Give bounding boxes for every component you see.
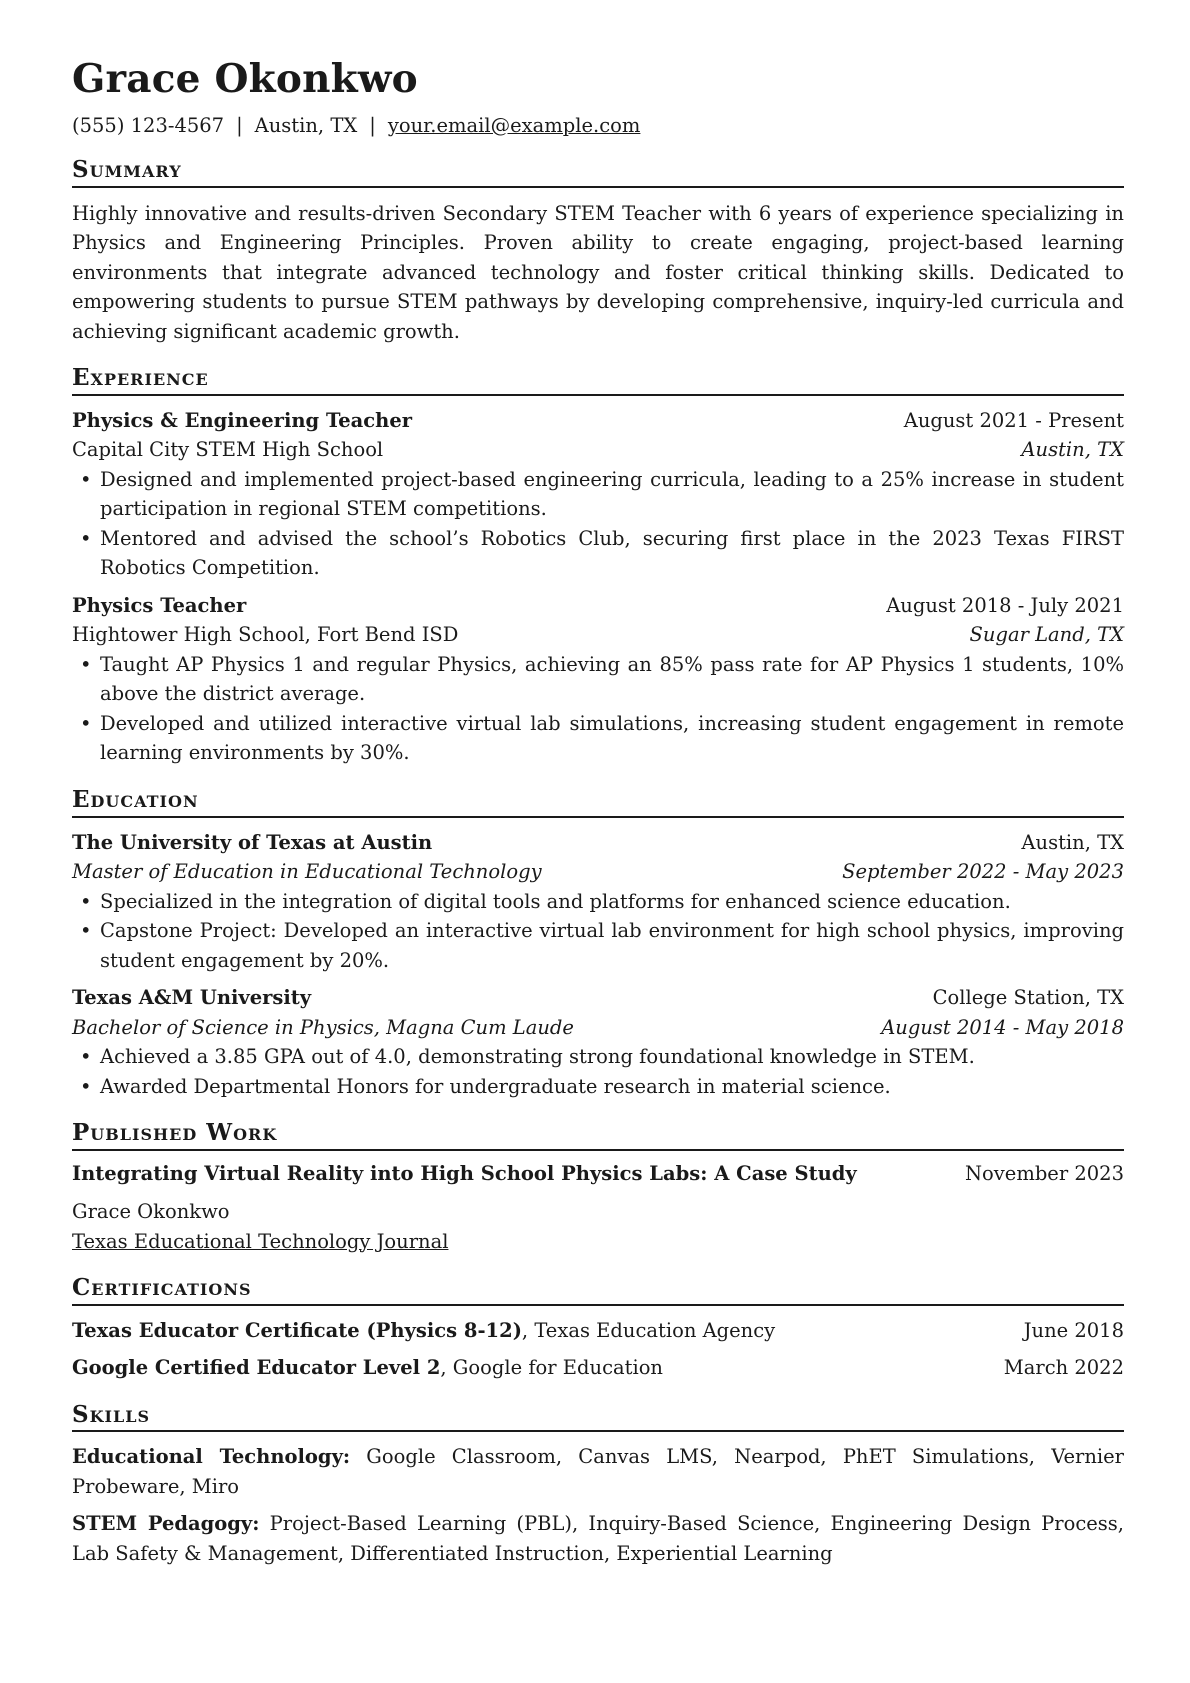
certification-date: June 2018 bbox=[1023, 1318, 1124, 1342]
separator: | bbox=[369, 113, 376, 137]
job-org: Capital City STEM High School bbox=[72, 438, 384, 462]
publication-author: Grace Okonkwo bbox=[72, 1200, 230, 1224]
certification-entry bbox=[72, 1353, 1124, 1383]
skill-label: STEM Pedagogy: bbox=[72, 1512, 260, 1536]
job-dates: August 2021 - Present bbox=[903, 408, 1124, 432]
certification-issuer: , Texas Education Agency bbox=[521, 1318, 776, 1342]
section-title: Experience bbox=[72, 364, 1124, 396]
summary-section bbox=[72, 156, 1124, 346]
phone: (555) 123-4567 bbox=[72, 113, 225, 137]
location: Austin, TX bbox=[254, 113, 358, 137]
skill-list: Project-Based Learning (PBL), Inquiry-Based Science, Engineering Design Process, Lab Safety & Management, Differentiated Instruction, Experiential Learning bbox=[72, 1512, 1124, 1565]
skill-list: Google Classroom, Canvas LMS, Nearpod, PhET Simulations, Vernier Probeware, Miro bbox=[72, 1445, 1125, 1498]
skill-entry bbox=[72, 1442, 1124, 1501]
certification-entry bbox=[72, 1316, 1124, 1346]
section-title: Education bbox=[72, 786, 1124, 818]
job-org: Hightower High School, Fort Bend ISD bbox=[72, 623, 459, 647]
education-bullet: • Achieved a 3.85 GPA out of 4.0, demonstrating strong foundational knowledge in STEM. bbox=[72, 1042, 1124, 1072]
education-dates: September 2022 - May 2023 bbox=[842, 860, 1124, 884]
contact-line bbox=[72, 113, 1124, 138]
education-entry bbox=[72, 828, 1124, 976]
job-bullet: • Designed and implemented project-based engineering curricula, leading to a 25% increase in student participation in regional STEM competitions. bbox=[72, 465, 1124, 524]
certification-name: Google Certified Educator Level 2 bbox=[72, 1356, 441, 1380]
education-section bbox=[72, 786, 1124, 1101]
summary-text: Highly innovative and results-driven Secondary STEM Teacher with 6 years of experience specializing in Physics and Engineering Principles. Proven ability to create engaging, project-based learning environments that integrate advanced technology and foster critical thinking skills. Dedicated to empowering students to pursue STEM pathways by developing comprehensive, inquiry-led curricula and achieving significant academic growth. bbox=[72, 201, 1124, 343]
education-entry bbox=[72, 983, 1124, 1101]
section-title: Skills bbox=[72, 1401, 1124, 1433]
job-bullet: • Mentored and advised the school’s Robotics Club, securing first place in the 2023 Texas FIRST Robotics Competition. bbox=[72, 524, 1124, 583]
school-name: Texas A&M University bbox=[72, 986, 312, 1010]
education-bullet: • Awarded Departmental Honors for undergraduate research in material science. bbox=[72, 1072, 1124, 1102]
section-title: Published Work bbox=[72, 1119, 1124, 1151]
degree: Bachelor of Science in Physics, Magna Cum Laude bbox=[72, 1015, 574, 1039]
job-dates: August 2018 - July 2021 bbox=[886, 593, 1124, 617]
job-location: Sugar Land, TX bbox=[969, 623, 1124, 647]
skill-entry bbox=[72, 1509, 1124, 1568]
degree: Master of Education in Educational Technology bbox=[72, 860, 542, 884]
publication-journal-link[interactable]: Texas Educational Technology Journal bbox=[72, 1229, 449, 1253]
published-work-section bbox=[72, 1119, 1124, 1256]
certification-issuer: , Google for Education bbox=[440, 1356, 663, 1380]
publication-entry bbox=[72, 1159, 1124, 1257]
education-bullet: • Capstone Project: Developed an interactive virtual lab environment for high school physics, improving student engagement by 20%. bbox=[72, 916, 1124, 975]
certifications-section bbox=[72, 1274, 1124, 1383]
job-bullet: • Taught AP Physics 1 and regular Physics, achieving an 85% pass rate for AP Physics 1 students, 10% above the district average. bbox=[72, 650, 1124, 709]
job-entry bbox=[72, 591, 1124, 768]
email-link[interactable]: your.email@example.com bbox=[387, 113, 641, 137]
education-dates: August 2014 - May 2018 bbox=[881, 1015, 1124, 1039]
education-bullet: • Specialized in the integration of digital tools and platforms for enhanced science education. bbox=[72, 887, 1124, 917]
certification-name: Texas Educator Certificate (Physics 8-12) bbox=[72, 1318, 522, 1342]
resume-page bbox=[72, 58, 1124, 1568]
section-title: Certifications bbox=[72, 1274, 1124, 1306]
school-name: The University of Texas at Austin bbox=[72, 830, 433, 854]
school-location: College Station, TX bbox=[932, 986, 1124, 1010]
separator: | bbox=[236, 113, 243, 137]
job-bullet: • Developed and utilized interactive virtual lab simulations, increasing student engagement in remote learning environments by 30%. bbox=[72, 709, 1124, 768]
publication-date: November 2023 bbox=[964, 1161, 1124, 1185]
job-location: Austin, TX bbox=[1021, 438, 1124, 462]
publication-title: Integrating Virtual Reality into High School Physics Labs: A Case Study bbox=[72, 1161, 857, 1185]
job-entry bbox=[72, 406, 1124, 583]
candidate-name: Grace Okonkwo bbox=[72, 56, 418, 102]
experience-section bbox=[72, 364, 1124, 768]
skill-label: Educational Technology: bbox=[72, 1445, 351, 1469]
school-location: Austin, TX bbox=[1021, 830, 1124, 854]
job-role: Physics Teacher bbox=[72, 593, 247, 617]
job-role: Physics & Engineering Teacher bbox=[72, 408, 412, 432]
certification-date: March 2022 bbox=[1003, 1356, 1124, 1380]
skills-section bbox=[72, 1401, 1124, 1569]
section-title: Summary bbox=[72, 156, 1124, 188]
header bbox=[72, 58, 1124, 138]
